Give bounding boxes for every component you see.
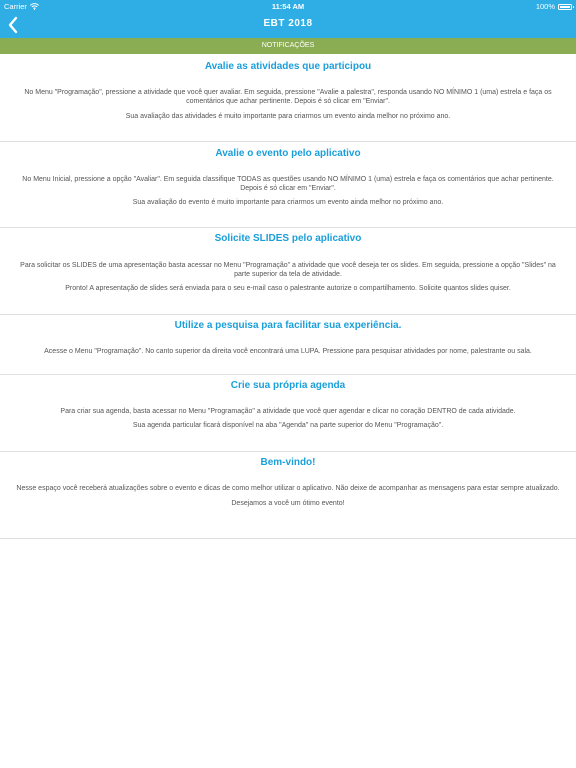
notification-item[interactable]	[0, 228, 576, 315]
notification-text: Para criar sua agenda, basta acessar no Menu "Programação" a atividade que você quer agendar e clicar no coração DENTRO de cada atividade.	[60, 408, 516, 415]
notification-title: Crie sua própria agenda	[230, 380, 346, 391]
notification-title: Solicite SLIDES pelo aplicativo	[214, 233, 362, 244]
notification-text: Sua avaliação das atividades é muito importante para criarmos um evento ainda melhor no próximo ano.	[125, 113, 451, 120]
notification-text: Para solicitar os SLIDES de uma apresentação basta acessar no Menu "Programação" a atividade que você deseja ter os slides. Em seguida, pressione a opção "Slides" na parte superior da tela de atividade.	[20, 262, 556, 278]
notification-text: Sua agenda particular ficará disponível na aba "Agenda" na parte superior do Menu "Programação".	[132, 422, 444, 429]
status-right	[536, 2, 572, 11]
notifications-header-label: NOTIFICAÇÕES	[261, 42, 315, 49]
notification-item[interactable]	[0, 375, 576, 452]
notification-item[interactable]	[0, 315, 576, 375]
notification-item[interactable]	[0, 142, 576, 228]
notification-text: Desejamos a você um ótimo evento!	[231, 500, 345, 507]
notification-item[interactable]	[0, 452, 576, 539]
notification-text: Pronto! A apresentação de slides será enviada para o seu e-mail caso o palestrante autorize o compartilhamento. Solicite quantos slides quiser.	[65, 285, 511, 292]
battery-icon	[558, 4, 572, 10]
status-time: 11:54 AM	[271, 2, 305, 11]
notifications-header	[0, 38, 576, 54]
notification-item[interactable]	[0, 54, 576, 142]
notification-list	[0, 54, 576, 539]
carrier-label: Carrier	[4, 2, 27, 11]
notification-title: Avalie as atividades que participou	[204, 61, 372, 72]
notification-text: Sua avaliação do evento é muito importante para criarmos um evento ainda melhor no próximo ano.	[132, 199, 444, 206]
page-title: EBT 2018	[263, 18, 313, 29]
notification-title: Bem-vindo!	[260, 457, 316, 468]
notification-text: Acesse o Menu "Programação". No canto superior da direita você encontrará uma LUPA. Pressione para pesquisar atividades por nome, palestrante ou sala.	[44, 348, 532, 355]
notification-text: No Menu Inicial, pressione a opção "Avaliar". Em seguida classifique TODAS as questões usando NO MÍNIMO 1 (uma) estrela e faça os comentários que achar pertinente. Depois é só clicar em "Enviar".	[22, 176, 554, 192]
notification-title: Utilize a pesquisa para facilitar sua experiência.	[174, 320, 402, 331]
nav-bar	[0, 12, 576, 38]
notification-title: Avalie o evento pelo aplicativo	[215, 148, 361, 159]
notification-text: Nesse espaço você receberá atualizações sobre o evento e dicas de como melhor utilizar o aplicativo. Não deixe de acompanhar as mensagens para estar sempre atualizado.	[16, 485, 560, 492]
status-bar	[0, 0, 576, 12]
battery-percent: 100%	[535, 2, 555, 11]
notification-text: No Menu "Programação", pressione a atividade que você quer avaliar. Em seguida, pressione "Avalie a palestra", responda usando NO MÍNIMO 1 (uma) estrela e faça os comentários que achar pertinente. Depois é só clicar em "Enviar".	[24, 89, 552, 105]
